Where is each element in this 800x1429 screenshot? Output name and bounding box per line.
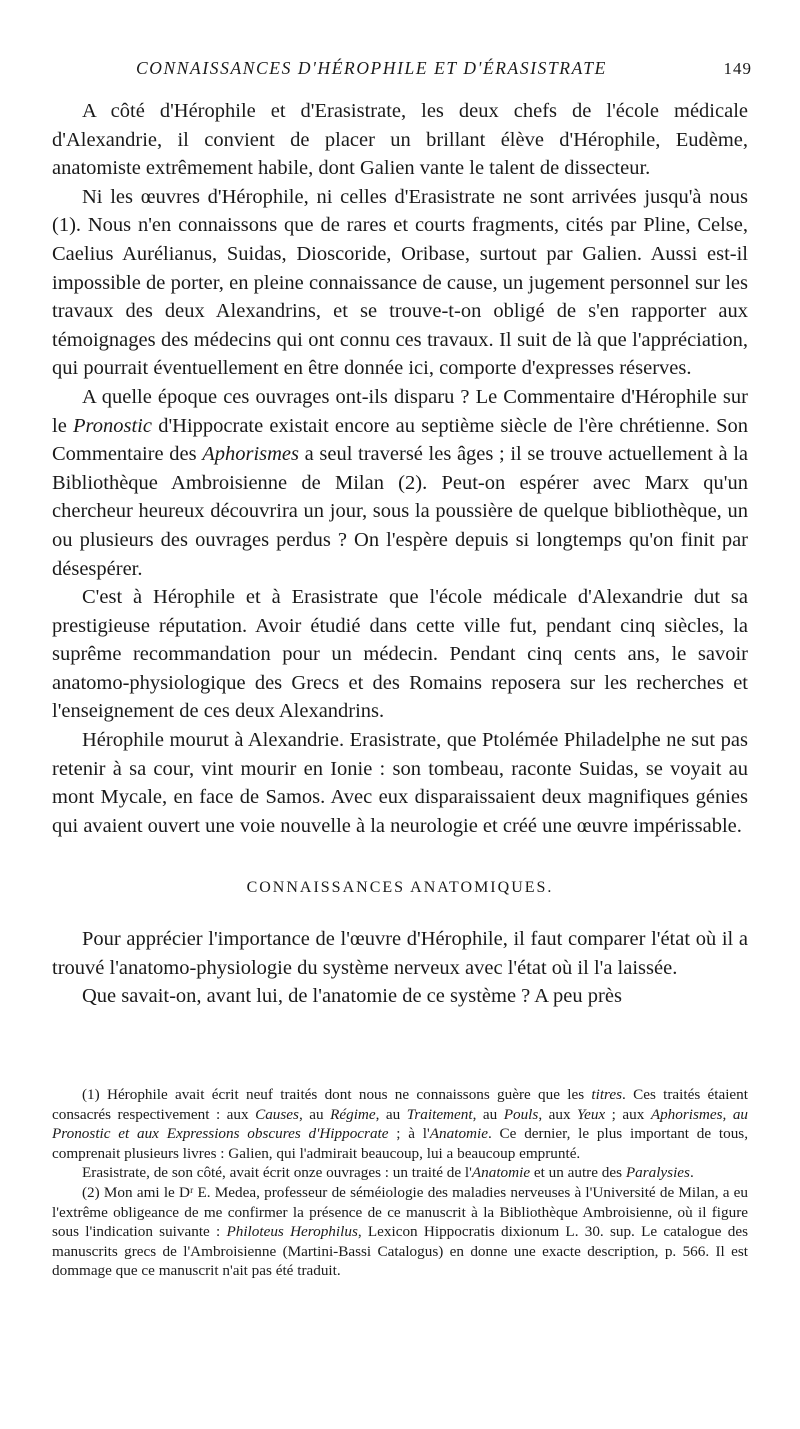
footnote-2: (2) Mon ami le Dʳ E. Medea, professeur de séméiologie des maladies nerveuses à l'Université de Milan, a eu l'extrême obligeance de me confirmer la présence de ce manuscrit à la Bibliothèque Ambroisienne, où il figure sous l'indication suivante : Philoteus Herophilus, Lexicon Hippocratis dixionum L. 30. sup. Le catalogue des manuscrits grecs de l'Ambroisienne (Martini-Bassi Catalogus) en donne une exacte description, p. 566. Il est dommage que ce manuscrit n'ait pas été traduit.	[52, 1183, 748, 1280]
page-number: 149	[723, 59, 752, 78]
footnote-1: (1) Hérophile avait écrit neuf traités dont nous ne connaissons guère que les titres. Ces traités étaient consacrés respectivement : aux Causes, au Régime, au Traitement, au Pouls, aux Yeux ; aux Aphorismes, au Pronostic et aux Expressions obscures d'Hippocrate ; à l'Anatomie. Ce dernier, le plus important de tous, comprenait plusieurs livres : Galien, qui l'admirait beaucoup, lui a beaucoup emprunté.	[52, 1086, 749, 1162]
running-title: CONNAISSANCES D'HÉROPHILE ET D'ÉRASISTRATE	[136, 58, 607, 78]
paragraph-appreciation: Pour apprécier l'importance de l'œuvre d'Hérophile, il faut comparer l'état où il a trouvé l'anatomo-physiologie du système nerveux avec l'état où il l'a laissée.	[52, 928, 748, 979]
section-heading: CONNAISSANCES ANATOMIQUES.	[246, 879, 554, 897]
paragraph-disappearance: A quelle époque ces ouvrages ont-ils disparu ? Le Commentaire d'Hérophile sur le Pronostic d'Hippocrate existait encore au septième siècle de l'ère chrétienne. Son Commentaire des Aphorismes a seul traversé les âges ; il se trouve actuellement à la Bibliothèque Ambroisienne de Milan (2). Peut-on espérer avec Marx qu'un chercheur heureux découvrira un jour, sous la poussière de quelque bibliothèque, un ou plusieurs des ouvrages perdus ? On l'espère depuis si longtemps qu'on finit par désespérer.	[52, 385, 749, 580]
paragraph-lost-works: Ni les œuvres d'Hérophile, ni celles d'Erasistrate ne sont arrivées jusqu'à nous (1). Nous n'en connaissons que de rares et courts fragments, cités par Pline, Celse, Caelius Aurélianus, Suidas, Dioscoride, Oribase, surtout par Galien. Aussi est-il impossible de porter, en pleine connaissance de cause, un jugement personnel sur les travaux des deux Alexandrins, et se trouve-t-on obligé de s'en rapporter aux témoignages des médecins qui ont connu ces travaux. Il suit de là que l'appréciation, qui pourrait éventuellement en être donnée ici, comporte d'expresses réserves.	[52, 185, 748, 380]
paragraph-deaths: Hérophile mourut à Alexandrie. Erasistrate, que Ptolémée Philadelphe ne sut pas retenir à sa cour, vint mourir en Ionie : son tombeau, raconte Suidas, se voyait au mont Mycale, en face de Samos. Avec eux disparaissaient deux magnifiques génies qui avaient ouvert une voie nouvelle à la neurologie et créé une œuvre impérissable.	[52, 729, 748, 837]
paragraph-eudeme: A côté d'Hérophile et d'Erasistrate, les deux chefs de l'école médicale d'Alexandrie, il convient de placer un brillant élève d'Hérophile, Eudème, anatomiste extrêmement habile, dont Galien vante le talent de dissecteur.	[52, 100, 748, 180]
main-text	[52, 97, 748, 1011]
footnote-1-continued: Erasistrate, de son côté, avait écrit onze ouvrages : un traité de l'Anatomie et un autre des Paralysies.	[82, 1164, 694, 1182]
running-header	[92, 58, 752, 79]
footnotes	[52, 1085, 748, 1281]
paragraph-reputation: C'est à Hérophile et à Erasistrate que l'école médicale d'Alexandrie dut sa prestigieuse réputation. Avoir étudié dans cette ville fut, pendant cinq siècles, la suprême recommandation pour un médecin. Pendant cinq cents ans, le savoir anatomo-physiologique des Grecs et des Romains reposera sur les recherches et l'enseignement de ces deux Alexandrins.	[52, 586, 748, 723]
paragraph-question: Que savait-on, avant lui, de l'anatomie de ce système ? A peu près	[82, 985, 622, 1008]
